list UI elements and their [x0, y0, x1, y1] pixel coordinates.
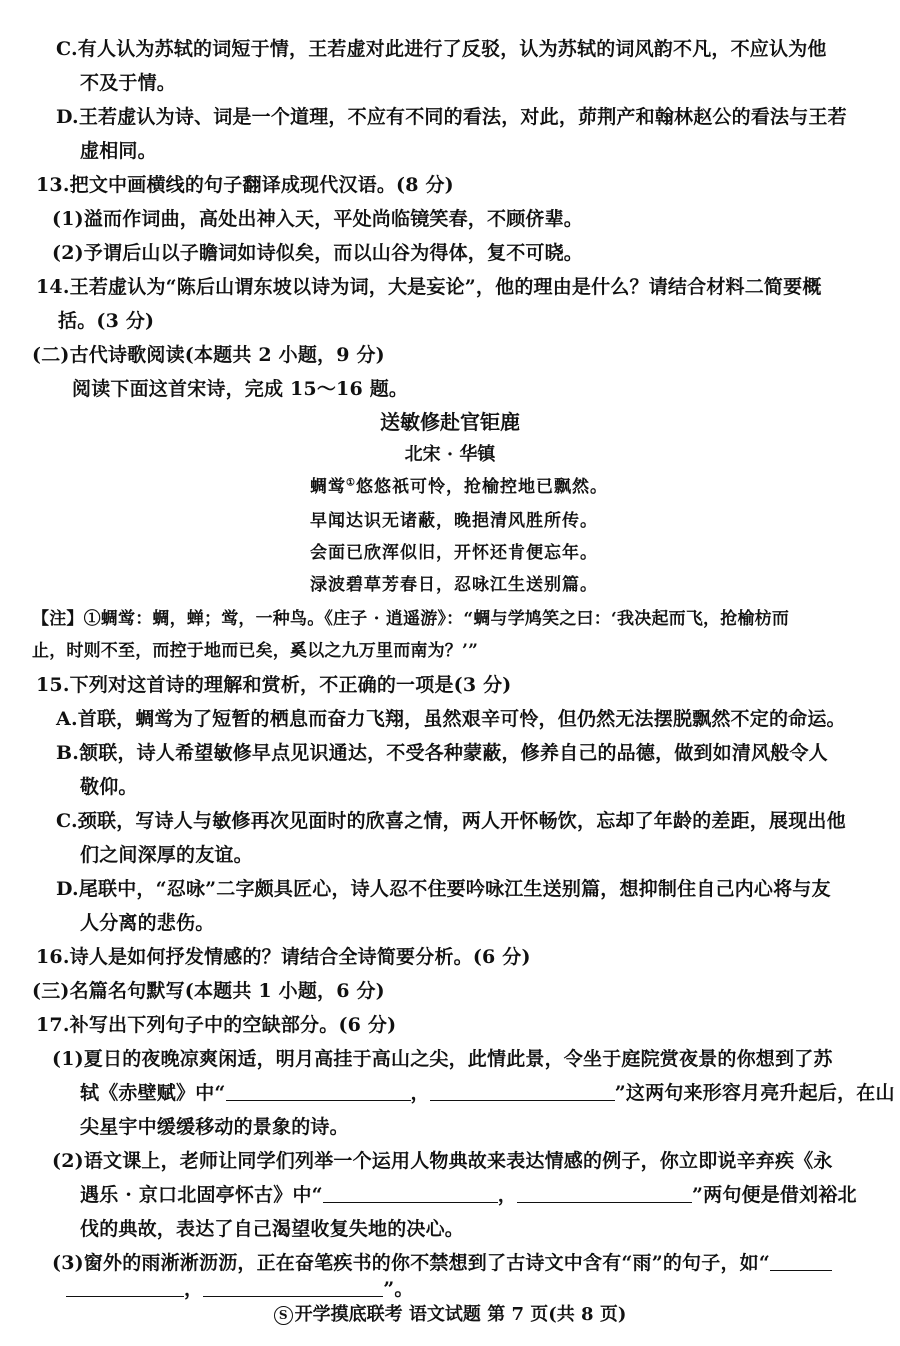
answer-blank-6[interactable]	[203, 1278, 383, 1297]
poem-line-4: 渌波碧草芳春日，忍咏江生送别篇。	[310, 575, 598, 595]
question-15-option-a: A.首联，蜩鸴为了短暂的栖息而奋力飞翔，虽然艰辛可怜，但仍然无法摆脱飘然不定的命运。	[56, 708, 846, 730]
question-15-option-b-line1: B.颔联，诗人希望敏修早点见识通达，不受各种蒙蔽，修养自己的品德，做到如清风般令人	[56, 742, 828, 764]
blank-3-suffix: ”。	[383, 1278, 414, 1300]
question-15-option-d-line2: 人分离的悲伤。	[80, 912, 215, 934]
blank-1-suffix: ”这两句来形容月亮升起后，在山	[614, 1082, 895, 1104]
blank-separator: ，	[184, 1278, 204, 1300]
question-17-item-3-line2	[66, 1274, 414, 1301]
answer-blank-2[interactable]	[430, 1082, 615, 1101]
footer-circle-mark: S	[274, 1306, 293, 1325]
footnote-marker: ①	[346, 477, 356, 489]
blank-2-prefix: 遇乐 · 京口北固亭怀古》中“	[80, 1184, 323, 1206]
poem-line-1-start: 蜩鸴	[310, 477, 346, 497]
question-14-line2: 括。(3 分)	[58, 310, 155, 332]
option-c-line1: C.有人认为苏轼的词短于情，王若虚对此进行了反驳，认为苏轼的词风韵不凡，不应认为他	[56, 38, 827, 60]
option-d-line2: 虚相同。	[80, 140, 157, 162]
poem-line-2: 早闻达识无诸蔽，晚挹清风胜所传。	[310, 511, 598, 531]
poem-line-3: 会面已欣浑似旧，开怀还肯便忘年。	[310, 543, 598, 563]
question-17-item-2-line2	[80, 1180, 857, 1207]
section-2-heading: (二)古代诗歌阅读(本题共 2 小题，9 分)	[32, 344, 385, 366]
blank-2-suffix: ”两句便是借刘裕北	[691, 1184, 857, 1206]
answer-blank-1[interactable]	[226, 1082, 411, 1101]
question-15-option-c-line1: C.颈联，写诗人与敏修再次见面时的欣喜之情，两人开怀畅饮，忘却了年龄的差距，展现出他	[56, 810, 846, 832]
blank-separator: ，	[410, 1082, 430, 1104]
footer-text: 开学摸底联考 语文试题 第 7 页(共 8 页)	[294, 1304, 627, 1325]
blank-separator: ，	[497, 1184, 517, 1206]
poem-note-line2: 止，时则不至，而控于地而已矣，奚以之九万里而南为？’”	[32, 641, 479, 661]
question-15-option-d-line1: D.尾联中，“忍咏”二字颇具匠心，诗人忍不住要吟咏江生送别篇，想抑制住自己内心将与友	[56, 878, 831, 900]
answer-blank-5-start[interactable]	[770, 1252, 832, 1271]
blank-3-prefix: (3)窗外的雨淅淅沥沥，正在奋笔疾书的你不禁想到了古诗文中含有“雨”的句子，如“	[52, 1252, 770, 1274]
question-15-option-c-line2: 们之间深厚的友谊。	[80, 844, 253, 866]
question-17-item-3-line1	[52, 1248, 832, 1275]
question-13-item-2: (2)予谓后山以子瞻词如诗似矣，而以山谷为得体，复不可晓。	[52, 242, 584, 264]
poem-note-line1: 【注】①蜩鸴：蜩，蝉；鸴，一种鸟。《庄子 · 逍遥游》：“蜩与学鸠笑之曰：‘我决起而飞，抢榆枋而	[32, 609, 790, 629]
option-d-line1: D.王若虚认为诗、词是一个道理，不应有不同的看法，对此，茆荆产和翰林赵公的看法与王若	[56, 106, 847, 128]
question-17-item-2-line3: 伐的典故，表达了自己渴望收复失地的决心。	[80, 1218, 465, 1240]
question-13: 13.把文中画横线的句子翻译成现代汉语。(8 分)	[36, 174, 454, 196]
question-13-item-1: (1)溢而作词曲，高处出神入天，平处尚临镜笑春，不顾侪辈。	[52, 208, 584, 230]
poem-title: 送敏修赴官钜鹿	[380, 410, 520, 434]
section-3-heading: (三)名篇名句默写(本题共 1 小题，6 分)	[32, 980, 385, 1002]
question-17-item-1-line3: 尖星宇中缓缓移动的景象的诗。	[80, 1116, 349, 1138]
question-15: 15.下列对这首诗的理解和赏析，不正确的一项是(3 分)	[36, 674, 512, 696]
question-17-item-2-line1: (2)语文课上，老师让同学们列举一个运用人物典故来表达情感的例子，你立即说辛弃疾《永	[52, 1150, 833, 1172]
question-14-line1: 14.王若虚认为“陈后山谓东坡以诗为词，大是妄论”，他的理由是什么？请结合材料二简要概	[36, 276, 822, 298]
question-15-option-b-line2: 敬仰。	[80, 776, 138, 798]
option-c-line2: 不及于情。	[80, 72, 177, 94]
question-16: 16.诗人是如何抒发情感的？请结合全诗简要分析。(6 分)	[36, 946, 531, 968]
answer-blank-3[interactable]	[323, 1184, 498, 1203]
question-17: 17.补写出下列句子中的空缺部分。(6 分)	[36, 1014, 397, 1036]
section-2-intro: 阅读下面这首宋诗，完成 15～16 题。	[72, 378, 409, 400]
question-17-item-1-line1: (1)夏日的夜晚凉爽闲适，明月高挂于高山之尖，此情此景，令坐于庭院赏夜景的你想到了苏	[52, 1048, 833, 1070]
answer-blank-4[interactable]	[517, 1184, 692, 1203]
question-17-item-1-line2	[80, 1078, 895, 1105]
answer-blank-5[interactable]	[66, 1278, 184, 1297]
page-footer	[0, 1300, 900, 1326]
poem-author: 北宋 · 华镇	[404, 444, 496, 465]
blank-1-prefix: 轼《赤壁赋》中“	[80, 1082, 226, 1104]
poem-line-1-rest: 悠悠祇可怜，抢榆控地已飘然。	[355, 477, 608, 497]
poem-line-1	[310, 472, 608, 497]
